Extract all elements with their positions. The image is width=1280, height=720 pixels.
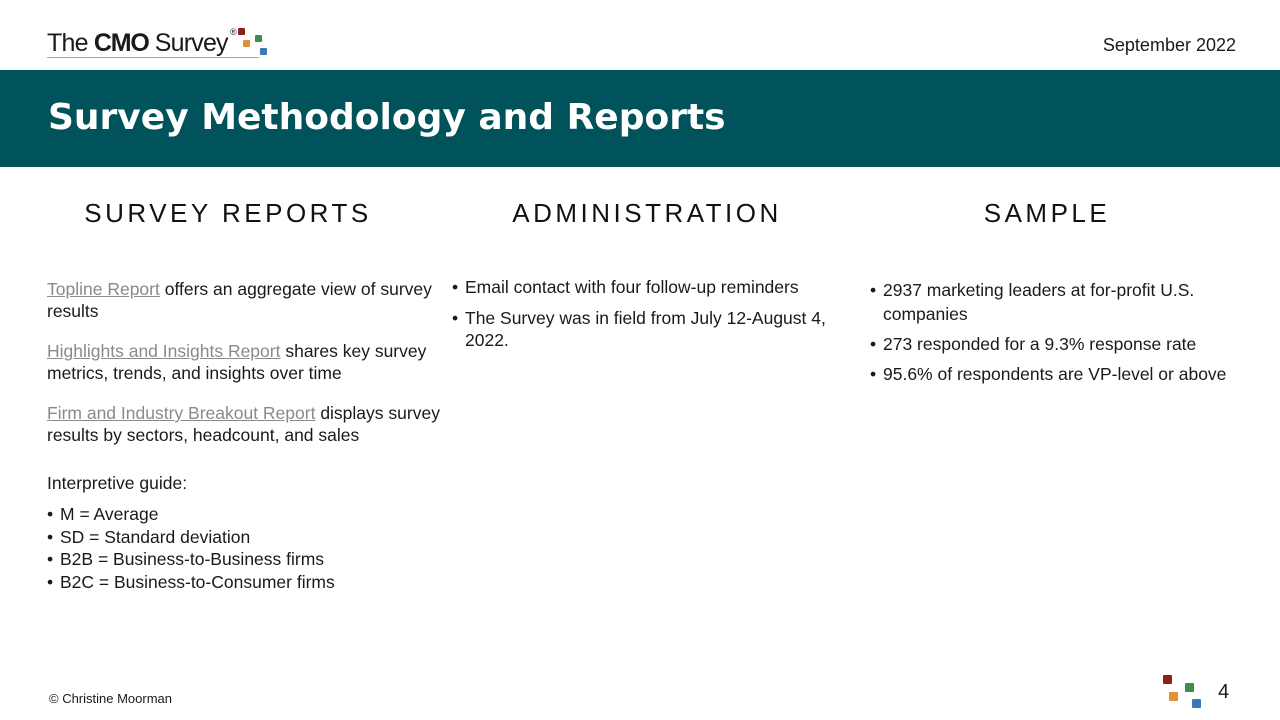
footer-square-red-icon bbox=[1163, 675, 1172, 684]
list-item: • SD = Standard deviation bbox=[47, 526, 442, 549]
administration-heading: ADMINISTRATION bbox=[512, 198, 782, 228]
breakout-report-link[interactable]: Firm and Industry Breakout Report bbox=[47, 403, 316, 423]
page-title: Survey Methodology and Reports bbox=[48, 97, 726, 138]
footer-square-orange-icon bbox=[1169, 692, 1178, 701]
title-banner bbox=[0, 70, 1280, 167]
registered-mark: ® bbox=[230, 27, 237, 37]
breakout-report-text: displays survey results by sectors, headcount, and sales bbox=[47, 403, 440, 445]
logo-square-green-icon bbox=[255, 35, 262, 42]
interpretive-guide-label: Interpretive guide: bbox=[47, 473, 188, 493]
logo-square-blue-icon bbox=[260, 48, 267, 55]
sample-list bbox=[870, 278, 1255, 386]
list-item: • 95.6% of respondents are VP-level or above bbox=[870, 362, 1255, 386]
list-item: • 273 responded for a 9.3% response rate bbox=[870, 332, 1255, 356]
highlights-report-link[interactable]: Highlights and Insights Report bbox=[47, 341, 281, 361]
logo-underline bbox=[47, 57, 259, 58]
administration-list bbox=[452, 276, 832, 351]
interpretive-guide-list bbox=[47, 503, 442, 593]
topline-report-text: offers an aggregate view of survey results bbox=[47, 279, 432, 321]
topline-report-description bbox=[47, 278, 442, 322]
footer-square-blue-icon bbox=[1192, 699, 1201, 708]
logo-wordmark: The CMO Survey bbox=[47, 29, 228, 57]
sample-heading: SAMPLE bbox=[983, 198, 1111, 228]
copyright-notice: © Christine Moorman bbox=[49, 691, 173, 706]
highlights-report-description bbox=[47, 340, 442, 384]
logo-square-red-icon bbox=[238, 28, 245, 35]
list-item: • B2B = Business-to-Business firms bbox=[47, 548, 442, 571]
logo-square-orange-icon bbox=[243, 40, 250, 47]
page-number: 4 bbox=[1218, 681, 1230, 703]
footer-square-green-icon bbox=[1185, 683, 1194, 692]
list-item: • Email contact with four follow-up reminders bbox=[452, 276, 832, 298]
cmo-survey-logo bbox=[47, 26, 277, 62]
survey-reports-heading: SURVEY REPORTS bbox=[84, 198, 372, 228]
highlights-report-text: shares key survey metrics, trends, and insights over time bbox=[47, 341, 427, 383]
report-date: September 2022 bbox=[1102, 35, 1236, 55]
list-item: • The Survey was in field from July 12-August 4, 2022. bbox=[452, 307, 832, 351]
breakout-report-description bbox=[47, 402, 442, 446]
list-item: • M = Average bbox=[47, 503, 442, 526]
list-item: • 2937 marketing leaders at for-profit U.S. companies bbox=[870, 278, 1255, 326]
list-item: • B2C = Business-to-Consumer firms bbox=[47, 571, 442, 594]
topline-report-link[interactable]: Topline Report bbox=[47, 279, 160, 299]
